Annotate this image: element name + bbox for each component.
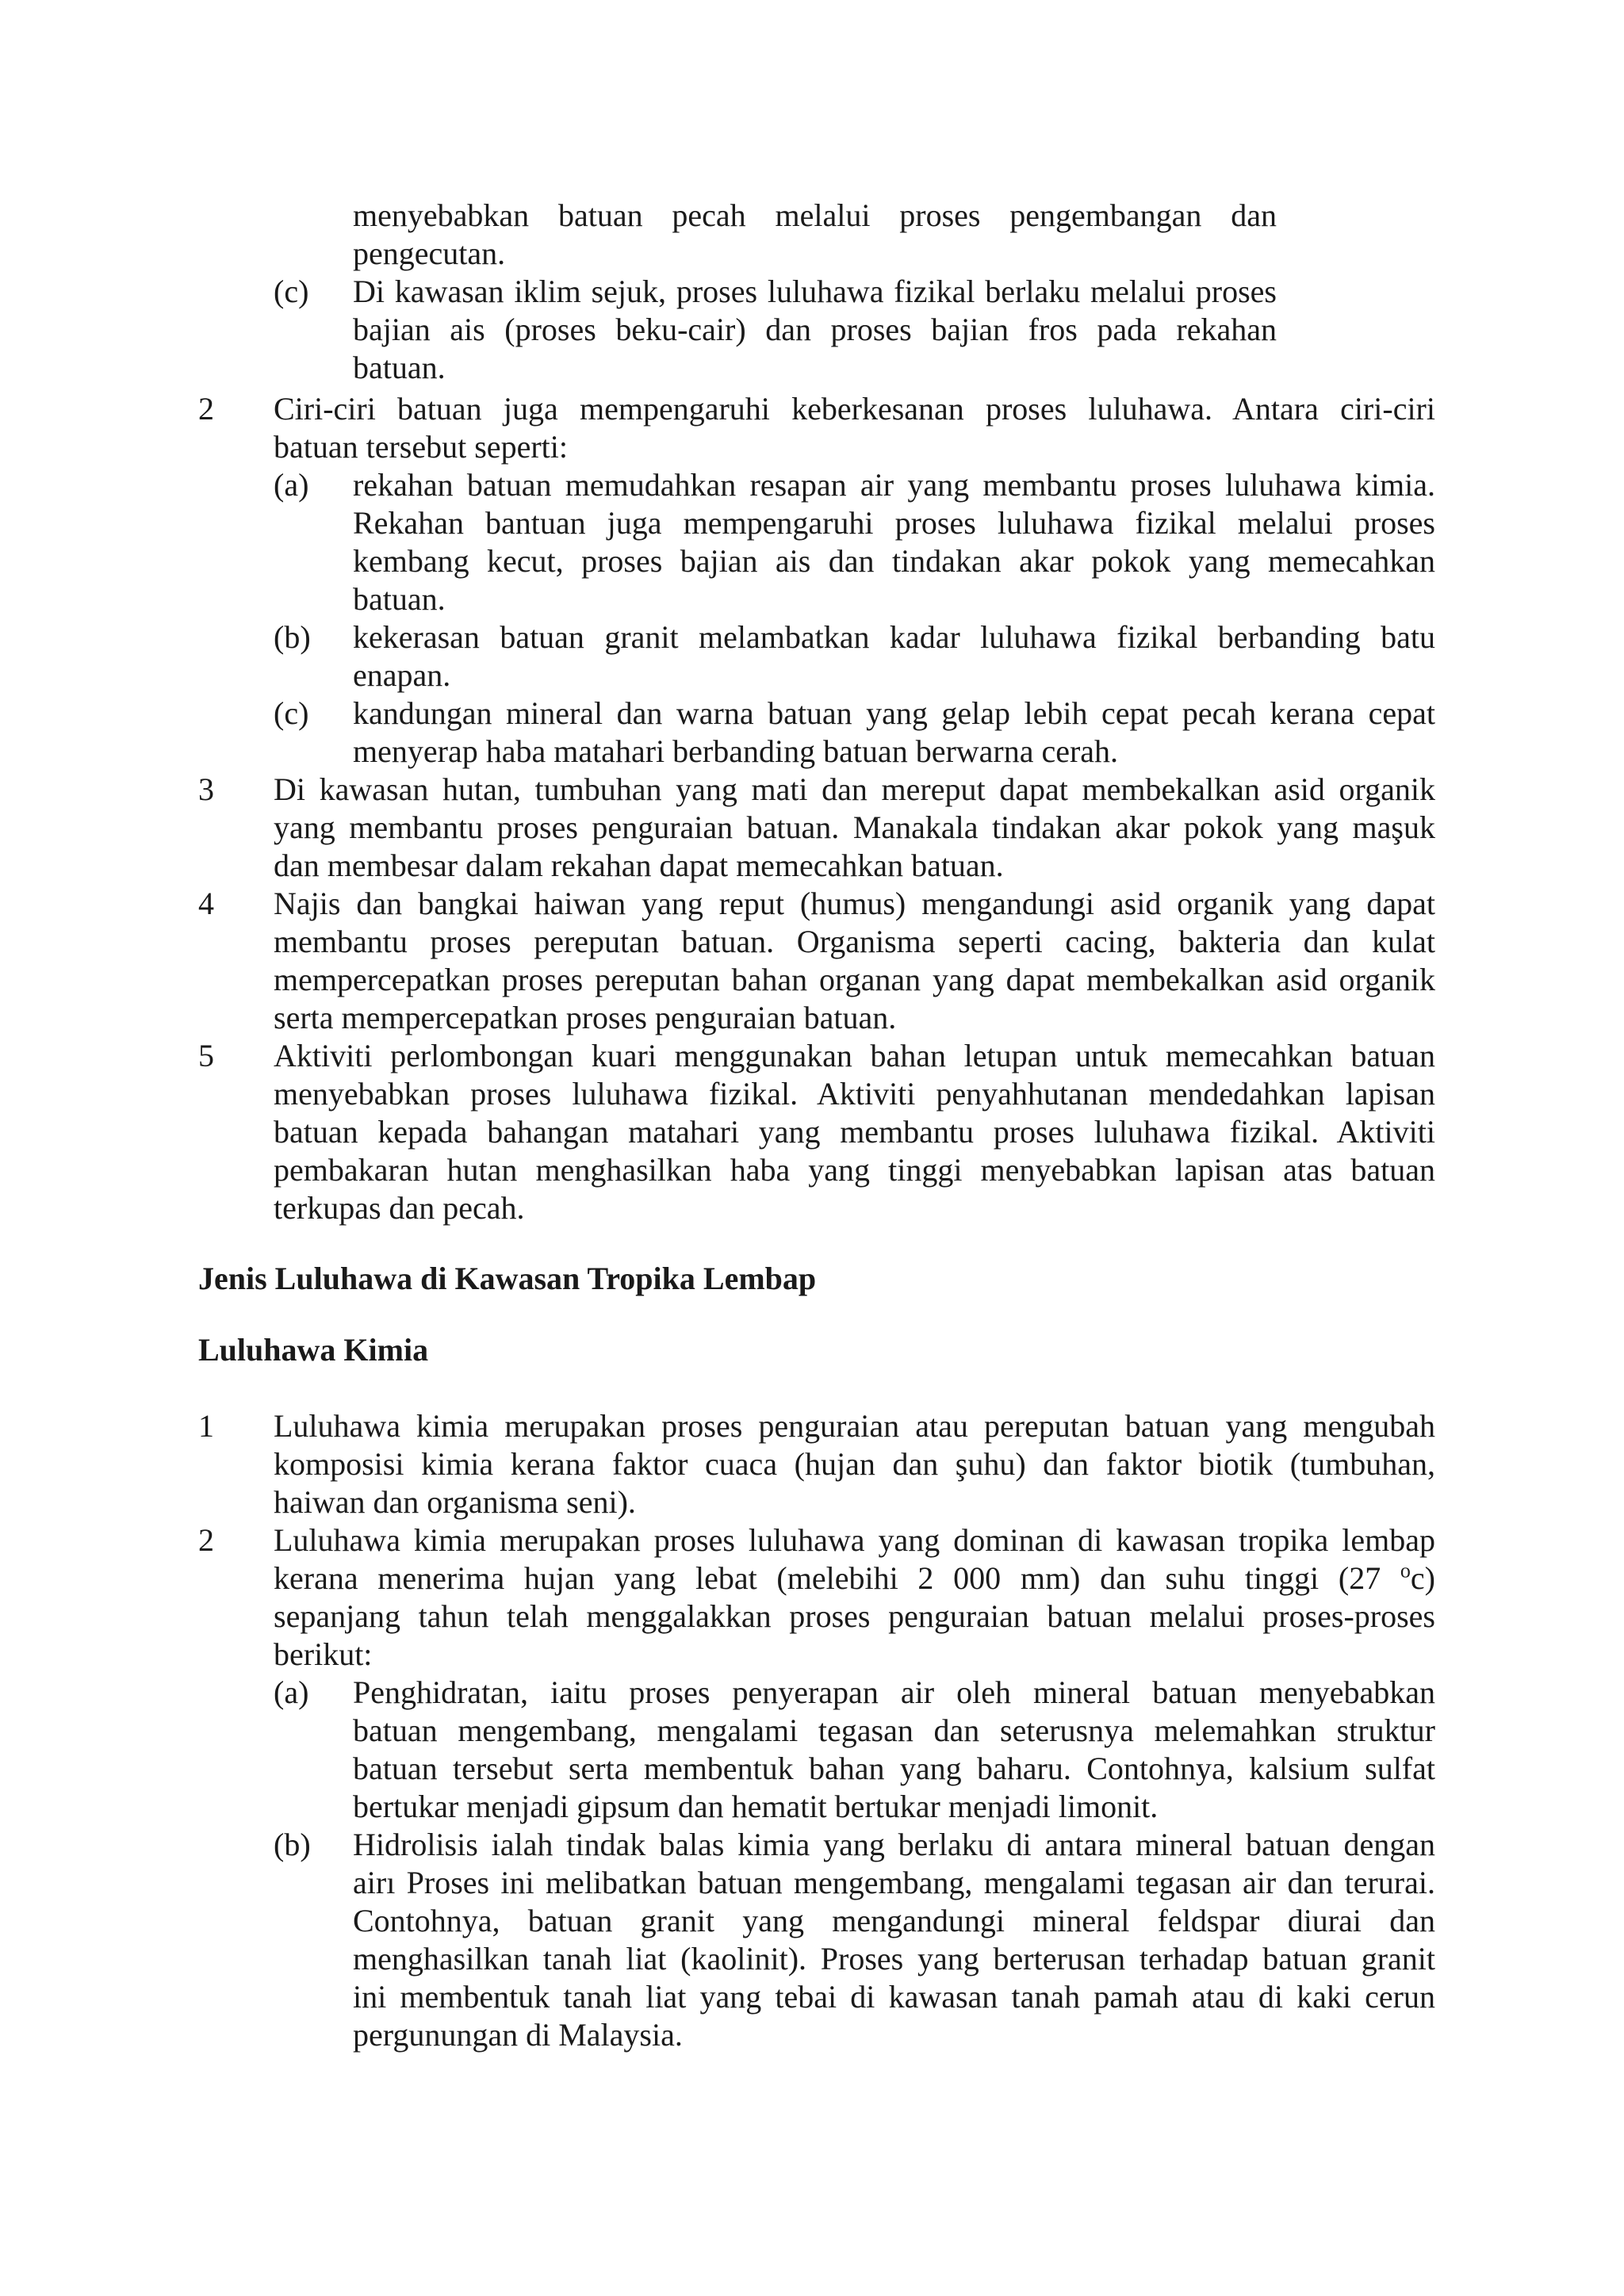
text-line: menyebabkan proses luluhawa fizikal. Aktiviti penyahhutanan mendedahkan lapisan xyxy=(274,1076,1435,1112)
sub-item-label: (c) xyxy=(274,274,309,309)
text-line: Luluhawa kimia merupakan proses luluhawa yang dominan di kawasan tropika lembap xyxy=(274,1522,1435,1558)
section-heading: Jenis Luluhawa di Kawasan Tropika Lembap xyxy=(198,1261,817,1296)
text-line: menghasilkan tanah liat (kaolinit). Proses yang berterusan terhadap batuan granit xyxy=(353,1941,1435,1976)
text-line: Di kawasan hutan, tumbuhan yang mati dan mereput dapat membekalkan asid organik xyxy=(274,771,1435,807)
text-line: Contohnya, batuan granit yang mengandungi mineral feldspar diurai dan xyxy=(353,1903,1435,1938)
text-line: pengecutan. xyxy=(353,235,506,271)
text-line: batuan mengembang, mengalami tegasan dan seterusnya melemahkan struktur xyxy=(353,1712,1435,1748)
text-line: membantu proses pereputan batuan. Organisma seperti cacing, bakteria dan kulat xyxy=(274,924,1435,959)
text-line: sepanjang tahun telah menggalakkan proses penguraian batuan melalui proses-proses xyxy=(274,1598,1435,1634)
text-line: menyebabkan batuan pecah melalui proses pengembangan dan xyxy=(353,197,1277,233)
text-line: Penghidratan, iaitu proses penyerapan air oleh mineral batuan menyebabkan xyxy=(353,1674,1435,1710)
text-line: kandungan mineral dan warna batuan yang gelap lebih cepat pecah kerana cepat xyxy=(353,695,1435,731)
text-line: rekahan batuan memudahkan resapan air yang membantu proses luluhawa kimia. xyxy=(353,467,1435,503)
text-line: menyerap haba matahari berbanding batuan berwarna cerah. xyxy=(353,733,1119,769)
text-line: komposisi kimia kerana faktor cuaca (hujan dan şuhu) dan faktor biotik (tumbuhan, xyxy=(274,1446,1435,1482)
degree-superscript: o xyxy=(1400,1559,1411,1582)
text-line: batuan kepada bahangan matahari yang membantu proses luluhawa fizikal. Aktiviti xyxy=(274,1114,1435,1150)
text-line: bertukar menjadi gipsum dan hematit bertukar menjadi limonit. xyxy=(353,1789,1159,1824)
text-line: batuan. xyxy=(353,350,446,385)
text-line: kembang kecut, proses bajian ais dan tindakan akar pokok yang memecahkan xyxy=(353,543,1435,579)
text-line: Di kawasan iklim sejuk, proses luluhawa fizikal berlaku melalui proses xyxy=(353,274,1277,309)
text-line: bajian ais (proses beku-cair) dan proses bajian fros pada rekahan xyxy=(353,312,1277,347)
text-line: Aktiviti perlombongan kuari menggunakan bahan letupan untuk memecahkan batuan xyxy=(274,1038,1435,1073)
sub-item-label: (a) xyxy=(274,1674,309,1710)
text-line: airı Proses ini melibatkan batuan mengembang, mengalami tegasan air dan terurai. xyxy=(353,1865,1435,1900)
text-line: pembakaran hutan menghasilkan haba yang tinggi menyebabkan lapisan atas batuan xyxy=(274,1152,1435,1188)
text-line: kekerasan batuan granit melambatkan kadar luluhawa fizikal berbanding batu xyxy=(353,619,1435,655)
sub-item-label: (b) xyxy=(274,619,311,655)
text-line: terkupas dan pecah. xyxy=(274,1190,525,1226)
text-line: Najis dan bangkai haiwan yang reput (humus) mengandungi asid organik yang dapat xyxy=(274,886,1435,921)
text-line: Hidrolisis ialah tindak balas kimia yang berlaku di antara mineral batuan dengan xyxy=(353,1827,1435,1862)
text-line: serta mempercepatkan proses penguraian batuan. xyxy=(274,1000,897,1035)
text-fragment: c) xyxy=(1410,1560,1435,1596)
sub-item-label: (b) xyxy=(274,1827,311,1862)
text-line: Rekahan bantuan juga mempengaruhi proses luluhawa fizikal melalui proses xyxy=(353,505,1435,541)
sub-item-label: (c) xyxy=(274,695,309,731)
text-line: berikut: xyxy=(274,1636,373,1672)
text-line: haiwan dan organisma seni). xyxy=(274,1484,636,1520)
item-number: 5 xyxy=(198,1038,214,1073)
text-line xyxy=(274,1559,1435,1598)
sub-item-label: (a) xyxy=(274,467,309,503)
text-line: batuan tersebut serta membentuk bahan yang baharu. Contohnya, kalsium sulfat xyxy=(353,1751,1435,1786)
text-line: Luluhawa kimia merupakan proses penguraian atau pereputan batuan yang mengubah xyxy=(274,1408,1435,1444)
text-line: batuan. xyxy=(353,581,446,617)
text-line: batuan tersebut seperti: xyxy=(274,429,568,465)
item-number: 4 xyxy=(198,886,214,921)
item-number: 1 xyxy=(198,1408,214,1444)
text-line: ini membentuk tanah liat yang tebai di kawasan tanah pamah atau di kaki cerun xyxy=(353,1979,1435,2015)
text-line: dan membesar dalam rekahan dapat memecahkan batuan. xyxy=(274,848,1004,883)
text-line: Ciri-ciri batuan juga mempengaruhi keberkesanan proses luluhawa. Antara ciri-ciri xyxy=(274,391,1435,427)
item-number: 2 xyxy=(198,1522,214,1558)
text-line: pergunungan di Malaysia. xyxy=(353,2017,683,2053)
text-fragment: kerana menerima hujan yang lebat (melebihi 2 000 mm) dan suhu tinggi (27 xyxy=(274,1560,1400,1596)
text-line: enapan. xyxy=(353,657,451,693)
text-line: mempercepatkan proses pereputan bahan organan yang dapat membekalkan asid organik xyxy=(274,962,1435,997)
item-number: 2 xyxy=(198,391,214,427)
subsection-heading: Luluhawa Kimia xyxy=(198,1332,429,1368)
text-line: yang membantu proses penguraian batuan. Manakala tindakan akar pokok yang maşuk xyxy=(274,809,1435,845)
item-number: 3 xyxy=(198,771,214,807)
